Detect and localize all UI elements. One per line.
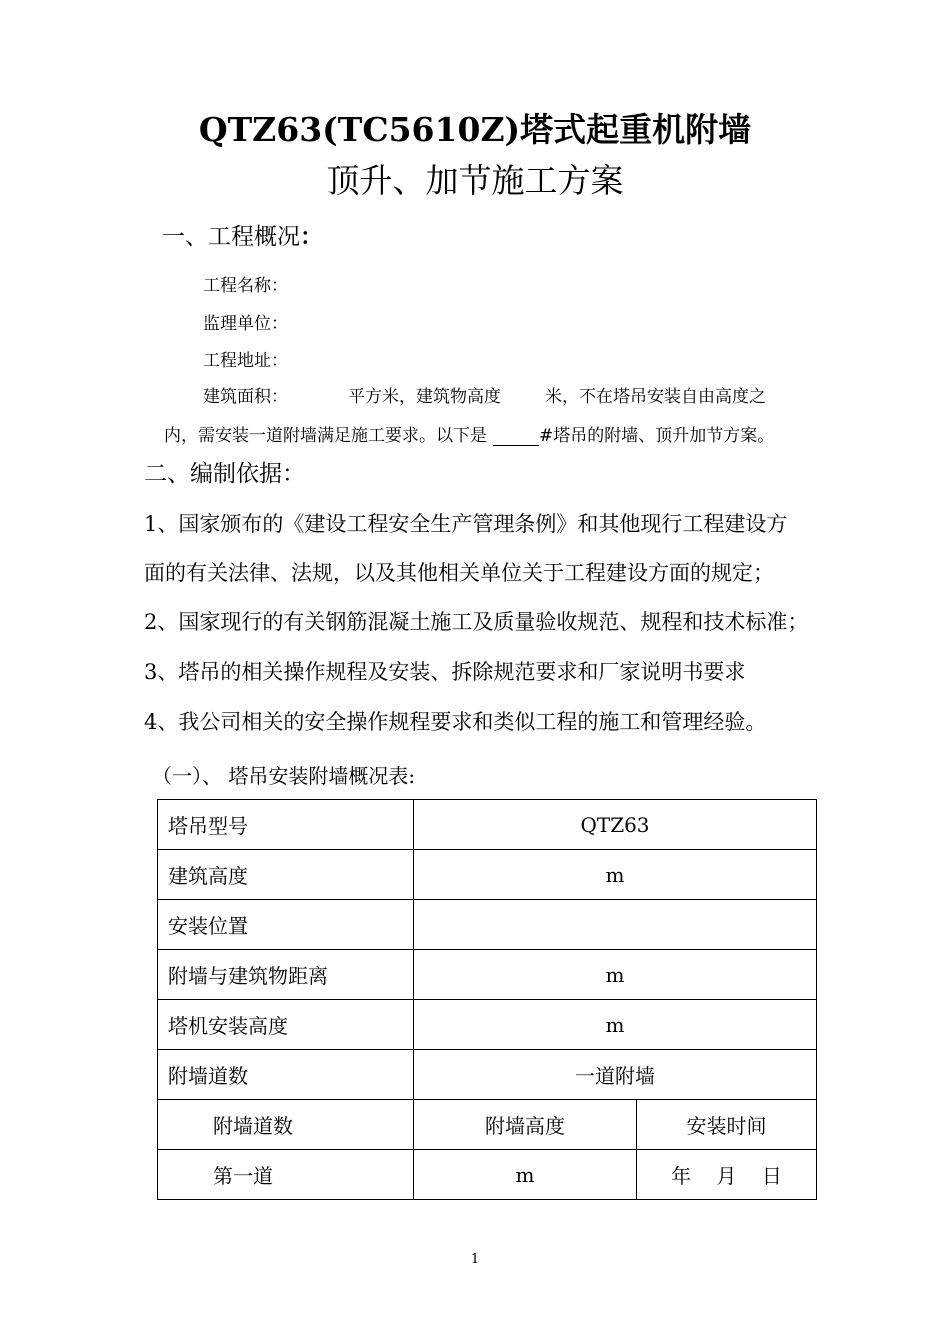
table-caption: （一）、 塔吊安装附墙概况表: (152, 764, 416, 788)
column-header: 附墙道数 (158, 1100, 414, 1150)
crane-wall-attachment-table (157, 799, 817, 1200)
basis-item-3: 3、塔吊的相关操作规程及安装、拆除规范要求和厂家说明书要求 (144, 660, 746, 684)
row-label: 附墙道数 (158, 1050, 414, 1100)
table-row (158, 950, 817, 1000)
document-title-line1: QTZ63(TC5610Z)塔式起重机附墙 (198, 110, 752, 149)
area-line (203, 382, 766, 407)
address-label: 工程地址： (203, 351, 288, 371)
row-label: 建筑高度 (158, 850, 414, 900)
table-row (158, 800, 817, 850)
row-label: 安装位置 (158, 900, 414, 950)
line2-prefix: 内，需安装一道附墙满足施工要求。以下是 (164, 426, 487, 446)
area-label: 建筑面积： (203, 387, 288, 407)
project-name-label: 工程名称： (203, 276, 288, 296)
row-label: 塔机安装高度 (158, 1000, 414, 1050)
table-row (158, 1150, 817, 1200)
table-row (158, 1050, 817, 1100)
table-header-row (158, 1100, 817, 1150)
table-row (158, 1000, 817, 1050)
row-value: m (414, 850, 817, 900)
basis-item-2: 2、国家现行的有关钢筋混凝土施工及质量验收规范、规程和技术标准； (144, 610, 809, 634)
column-header: 安装时间 (637, 1100, 817, 1150)
section1-heading-text: 一、工程概况 (162, 224, 300, 250)
cell: 年 月 日 (637, 1150, 817, 1200)
row-value: QTZ63 (414, 800, 817, 850)
page-number: 1 (470, 1252, 480, 1267)
line2-suffix: #塔吊的附墙、顶升加节方案。 (539, 426, 775, 446)
basis-item-4: 4、我公司相关的安全操作规程要求和类似工程的施工和管理经验。 (144, 710, 767, 734)
area-unit: 平方米，建筑物高度 (348, 387, 501, 407)
table-row (158, 900, 817, 950)
section1-heading (162, 218, 323, 251)
row-value: m (414, 1000, 817, 1050)
height-unit: 米，不在塔吊安装自由高度之 (545, 387, 766, 407)
document-title-line2: 顶升、加节施工方案 (326, 161, 624, 200)
row-value (414, 900, 817, 950)
row-value: m (414, 950, 817, 1000)
section2-heading: 二、编制依据： (144, 461, 305, 487)
cell: m (414, 1150, 637, 1200)
column-header: 附墙高度 (414, 1100, 637, 1150)
basis-item-1: 1、国家颁布的《建设工程安全生产管理条例》和其他现行工程建设方 (144, 512, 788, 536)
table-row (158, 850, 817, 900)
basis-item-1-cont: 面的有关法律、法规，以及其他相关单位关于工程建设方面的规定； (144, 561, 774, 585)
section1-heading-colon: ： (300, 223, 323, 250)
cell: 第一道 (158, 1150, 414, 1200)
crane-number-blank (493, 427, 539, 446)
row-label: 塔吊型号 (158, 800, 414, 850)
supervisor-label: 监理单位： (203, 314, 288, 334)
row-label: 附墙与建筑物距离 (158, 950, 414, 1000)
area-line-continued (164, 421, 774, 446)
row-value: 一道附墙 (414, 1050, 817, 1100)
